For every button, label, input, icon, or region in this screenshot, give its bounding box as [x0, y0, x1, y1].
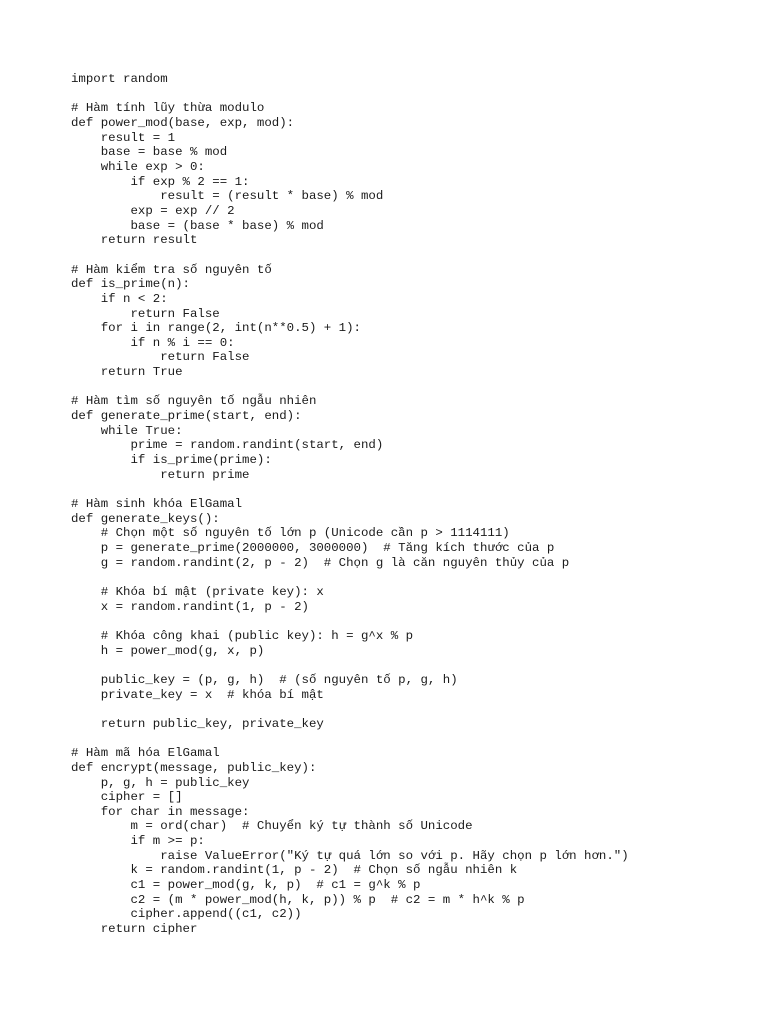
code-line: base = (base * base) % mod: [71, 218, 324, 233]
code-line: return public_key, private_key: [71, 716, 324, 731]
code-line: m = ord(char) # Chuyển ký tự thành số Unicode: [71, 819, 473, 834]
code-line: import random: [71, 72, 168, 86]
code-line: def encrypt(message, public_key):: [71, 760, 317, 775]
code-line: def generate_prime(start, end):: [71, 409, 302, 424]
code-line: [71, 702, 751, 717]
code-line: # Hàm kiểm tra số nguyên tố: [71, 262, 272, 277]
code-line: # Hàm tính lũy thừa modulo: [71, 101, 265, 116]
code-line: [71, 570, 751, 585]
code-line: h = power_mod(g, x, p): [71, 643, 265, 658]
code-line: c1 = power_mod(g, k, p) # c1 = g^k % p: [71, 878, 421, 893]
code-line: base = base % mod: [71, 145, 228, 160]
code-block: [71, 72, 751, 937]
code-line: prime = random.randint(start, end): [71, 438, 384, 453]
code-line: return result: [71, 233, 198, 248]
code-line: exp = exp // 2: [71, 203, 235, 218]
code-line: [71, 614, 751, 629]
code-line: [71, 482, 751, 497]
code-line: p = generate_prime(2000000, 3000000) # Tăng kích thước của p: [71, 541, 555, 555]
code-line: # Khóa công khai (public key): h = g^x % p: [71, 628, 414, 643]
code-line: [71, 658, 751, 673]
code-line: p, g, h = public_key: [71, 775, 250, 790]
code-line: private_key = x # khóa bí mật: [71, 687, 324, 702]
code-line: if m >= p:: [71, 834, 205, 849]
code-line: k = random.randint(1, p - 2) # Chọn số ngẫu nhiên k: [71, 863, 518, 878]
code-line: def power_mod(base, exp, mod):: [71, 115, 295, 130]
code-line: result = 1: [71, 130, 176, 145]
code-line: # Hàm sinh khóa ElGamal: [71, 497, 243, 512]
code-line: return True: [71, 365, 183, 380]
code-line: return False: [71, 306, 220, 321]
code-line: # Khóa bí mật (private key): x: [71, 584, 324, 599]
code-line: return False: [71, 350, 250, 365]
code-line: # Chọn một số nguyên tố lớn p (Unicode cần p > 1114111): [71, 526, 510, 541]
code-line: def generate_keys():: [71, 511, 220, 526]
code-line: c2 = (m * power_mod(h, k, p)) % p # c2 = m * h^k % p: [71, 892, 525, 907]
code-line: [71, 732, 751, 747]
code-line: # Hàm tìm số nguyên tố ngẫu nhiên: [71, 394, 317, 409]
code-line: def is_prime(n):: [71, 277, 190, 292]
code-line: [71, 380, 751, 395]
code-line: # Hàm mã hóa ElGamal: [71, 746, 220, 761]
code-line: x = random.randint(1, p - 2): [71, 599, 309, 614]
code-line: while True:: [71, 423, 183, 438]
code-line: if is_prime(prime):: [71, 453, 272, 468]
code-line: [71, 248, 751, 263]
code-line: cipher = []: [71, 790, 183, 805]
code-line: g = random.randint(2, p - 2) # Chọn g là căn nguyên thủy của p: [71, 555, 570, 570]
code-line: cipher.append((c1, c2)): [71, 907, 302, 922]
code-line: result = (result * base) % mod: [71, 189, 384, 204]
code-line: if n < 2:: [71, 291, 168, 306]
code-line: for i in range(2, int(n**0.5) + 1):: [71, 321, 361, 336]
code-line: return cipher: [71, 922, 198, 937]
code-line: return prime: [71, 467, 250, 482]
code-line: [71, 87, 751, 102]
code-line: if exp % 2 == 1:: [71, 174, 250, 189]
code-line: if n % i == 0:: [71, 335, 235, 350]
code-line: raise ValueError("Ký tự quá lớn so với p. Hãy chọn p lớn hơn."): [71, 848, 629, 863]
code-line: public_key = (p, g, h) # (số nguyên tố p, g, h): [71, 672, 458, 687]
code-line: for char in message:: [71, 804, 250, 819]
code-line: while exp > 0:: [71, 159, 205, 174]
